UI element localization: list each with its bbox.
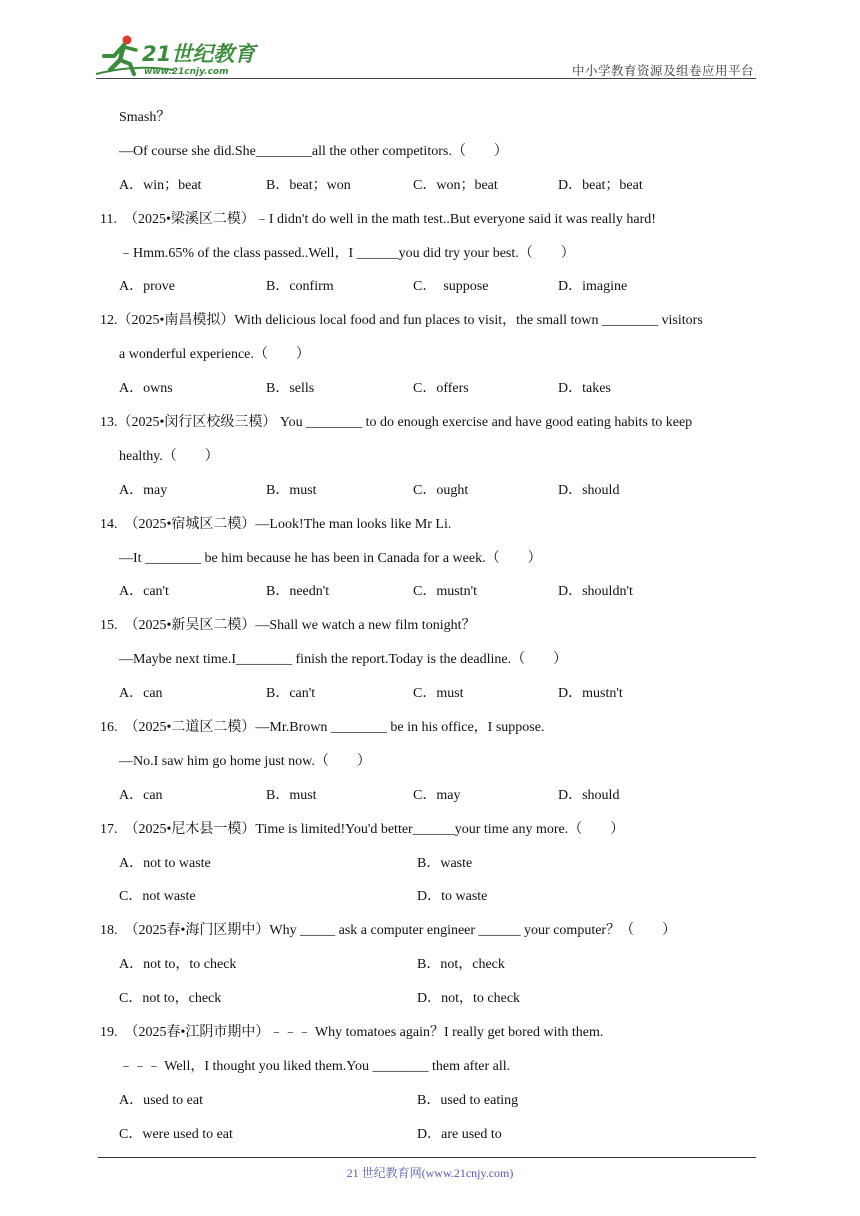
answer-option[interactable]: C． suppose bbox=[413, 279, 489, 295]
answer-option[interactable]: B．can't bbox=[266, 686, 316, 702]
answer-options bbox=[100, 880, 770, 914]
answer-option[interactable]: A．can bbox=[119, 787, 163, 803]
question-stem: 19. （2025春•江阴市期中）﹣﹣﹣ Why tomatoes again？I really get bored with them. bbox=[100, 1025, 604, 1041]
answer-option[interactable]: A．can bbox=[119, 686, 163, 702]
answer-option[interactable]: D．takes bbox=[558, 381, 611, 397]
question-text-line: —Of course she did.She________all the other competitors.（ ） bbox=[119, 143, 508, 159]
answer-option[interactable]: D．are used to bbox=[417, 1126, 502, 1142]
answer-options bbox=[100, 575, 770, 609]
footer-link[interactable]: 21 世纪教育网(www.21cnjy.com) bbox=[346, 1166, 514, 1180]
question-stem: 11. （2025•梁溪区二模）﹣I didn't do well in the math test..But everyone said it was really hard! bbox=[100, 211, 656, 227]
answer-option[interactable]: D．should bbox=[558, 482, 620, 498]
answer-option[interactable]: C．must bbox=[413, 686, 464, 702]
question-stem: 15. （2025•新吴区二模）—Shall we watch a new film tonight？ bbox=[100, 618, 476, 634]
answer-option[interactable]: D．to waste bbox=[417, 889, 488, 905]
question-stem: 12.（2025•南昌模拟）With delicious local food and fun places to visit，the small town ________ visitors bbox=[100, 313, 703, 329]
question-text-line: Smash？ bbox=[119, 110, 171, 125]
answer-option[interactable]: B．must bbox=[266, 787, 317, 803]
question-text-line: —Maybe next time.I________ finish the report.Today is the deadline.（ ） bbox=[119, 652, 568, 668]
answer-option[interactable]: B．not，check bbox=[417, 957, 505, 973]
answer-option[interactable]: D．shouldn't bbox=[558, 584, 633, 600]
answer-options bbox=[100, 948, 770, 982]
answer-option[interactable]: A．can't bbox=[119, 584, 169, 600]
question-stem: 18. （2025春•海门区期中）Why _____ ask a computer engineer ______ your computer？（ ） bbox=[100, 923, 677, 939]
footer-divider bbox=[98, 1157, 756, 1158]
answer-option[interactable]: C．won；beat bbox=[413, 177, 498, 193]
question-stem: 14. （2025•宿城区二模）—Look!The man looks like Mr Li. bbox=[100, 516, 452, 532]
question-text-line: ﹣﹣﹣ Well，I thought you liked them.You ________ them after all. bbox=[119, 1058, 511, 1074]
logo-url: www.21cnjy.com bbox=[144, 67, 229, 77]
question-stem: 13.（2025•闵行区校级三模） You ________ to do enough exercise and have good eating habits to keep bbox=[100, 415, 693, 431]
answer-option[interactable]: B．needn't bbox=[266, 584, 330, 600]
answer-option[interactable]: A．not to waste bbox=[119, 855, 211, 871]
answer-option[interactable]: D．mustn't bbox=[558, 686, 623, 702]
answer-option[interactable]: B．waste bbox=[417, 855, 473, 871]
answer-option[interactable]: D．beat；beat bbox=[558, 177, 643, 193]
answer-option[interactable]: D．imagine bbox=[558, 279, 628, 295]
question-stem: 17. （2025•尼木县一模）Time is limited!You'd better______your time any more.（ ） bbox=[100, 821, 625, 837]
answer-option[interactable]: D．should bbox=[558, 787, 620, 803]
answer-option[interactable]: B．beat；won bbox=[266, 177, 351, 193]
answer-option[interactable]: C．ought bbox=[413, 482, 469, 498]
answer-options bbox=[100, 169, 770, 203]
answer-options bbox=[100, 474, 770, 508]
answer-options bbox=[100, 1118, 770, 1152]
answer-option[interactable]: C．may bbox=[413, 787, 461, 803]
answer-option[interactable]: C．offers bbox=[413, 381, 469, 397]
question-text-line: ﹣Hmm.65% of the class passed..Well，I ______you did try your best.（ ） bbox=[119, 245, 575, 261]
answer-options bbox=[100, 1084, 770, 1118]
runner-logo-icon bbox=[94, 34, 264, 80]
answer-option[interactable]: C．mustn't bbox=[413, 584, 477, 600]
answer-option[interactable]: A．win；beat bbox=[119, 177, 202, 193]
answer-options bbox=[100, 847, 770, 881]
answer-option[interactable]: B．must bbox=[266, 482, 317, 498]
logo-wordmark: 21世纪教育 bbox=[142, 42, 256, 66]
answer-options bbox=[100, 677, 770, 711]
answer-option[interactable]: B．used to eating bbox=[417, 1092, 519, 1108]
answer-options bbox=[100, 372, 770, 406]
platform-name: 中小学教育资源及组卷应用平台 bbox=[571, 63, 754, 78]
answer-options bbox=[100, 982, 770, 1016]
answer-option[interactable]: C．not waste bbox=[119, 889, 196, 905]
answer-options bbox=[100, 779, 770, 813]
answer-option[interactable]: A．used to eat bbox=[119, 1092, 203, 1108]
question-text-line: healthy.（ ） bbox=[119, 448, 219, 464]
answer-option[interactable]: B．sells bbox=[266, 381, 315, 397]
question-stem: 16. （2025•二道区二模）—Mr.Brown ________ be in his office，I suppose. bbox=[100, 720, 545, 736]
page-header bbox=[0, 0, 860, 84]
answer-option[interactable]: B．confirm bbox=[266, 279, 334, 295]
header-divider bbox=[96, 78, 756, 79]
question-text-line: —It ________ be him because he has been in Canada for a week.（ ） bbox=[119, 550, 542, 566]
answer-option[interactable]: A．prove bbox=[119, 279, 175, 295]
answer-option[interactable]: D．not，to check bbox=[417, 991, 521, 1007]
answer-option[interactable]: C．were used to eat bbox=[119, 1126, 233, 1142]
site-logo[interactable] bbox=[94, 34, 264, 80]
answer-options bbox=[100, 270, 770, 304]
answer-option[interactable]: C．not to，check bbox=[119, 991, 222, 1007]
answer-option[interactable]: A．may bbox=[119, 482, 168, 498]
question-text-line: a wonderful experience.（ ） bbox=[119, 347, 310, 363]
question-text-line: —No.I saw him go home just now.（ ） bbox=[119, 753, 371, 769]
answer-option[interactable]: A．not to，to check bbox=[119, 957, 237, 973]
answer-option[interactable]: A．owns bbox=[119, 381, 173, 397]
question-list bbox=[100, 101, 770, 1152]
